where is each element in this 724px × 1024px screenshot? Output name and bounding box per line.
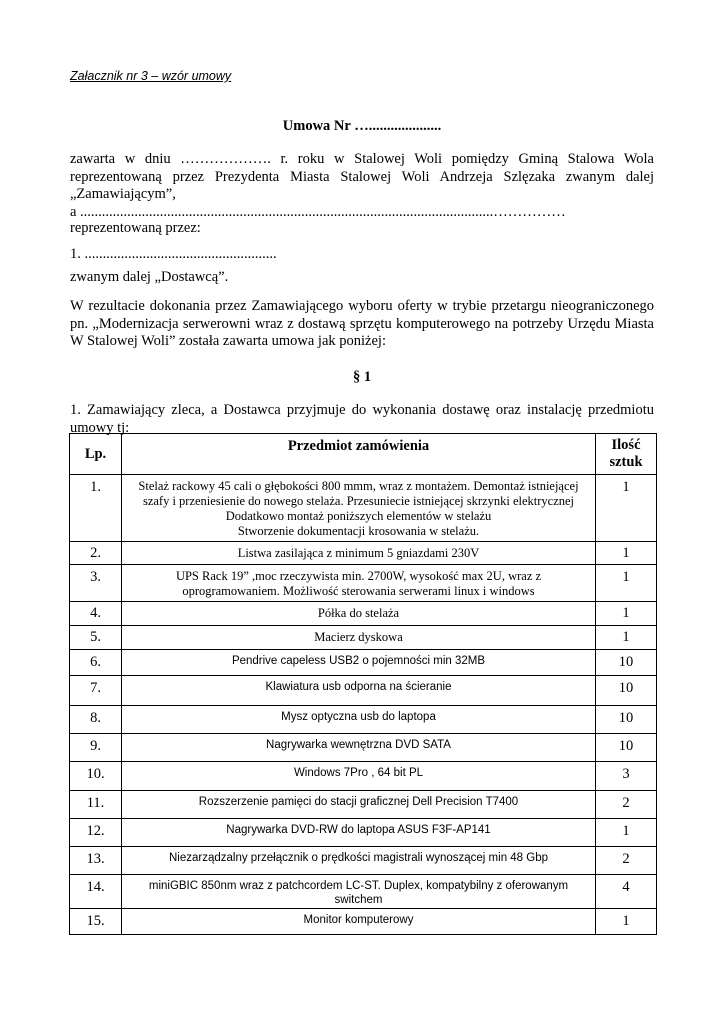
row-lp: 4. [70,602,122,626]
table-row [70,734,657,762]
row-qty: 1 [596,542,657,565]
row-qty: 1 [596,602,657,626]
row-lp: 13. [70,847,122,875]
section-heading: § 1 [352,369,372,385]
row-qty: 4 [596,875,657,909]
row-item: Mysz optyczna usb do laptopa [122,706,596,734]
row-item: Windows 7Pro , 64 bit PL [122,762,596,791]
table-row [70,676,657,706]
row-qty: 10 [596,676,657,706]
table-row [70,819,657,847]
row-item: Rozszerzenie pamięci do stacji graficznej Dell Precision T7400 [122,791,596,819]
table-row [70,875,657,909]
header-item: Przedmiot zamówienia [122,434,596,475]
order-items-table [69,433,657,935]
row-qty: 3 [596,762,657,791]
row-lp: 14. [70,875,122,909]
row-item: Półka do stelaża [122,602,596,626]
row-item: Listwa zasilająca z minimum 5 gniazdami 230V [122,542,596,565]
row-qty: 10 [596,706,657,734]
row-lp: 10. [70,762,122,791]
row-qty: 10 [596,734,657,762]
row-lp: 7. [70,676,122,706]
party-a-line: a ..................................................................................................................…………… [70,204,566,220]
row-item: Nagrywarka wewnętrzna DVD SATA [122,734,596,762]
row-qty: 1 [596,565,657,602]
row-qty: 2 [596,847,657,875]
row-lp: 9. [70,734,122,762]
table-row [70,847,657,875]
row-qty: 1 [596,819,657,847]
row-item: Stelaż rackowy 45 cali o głębokości 800 mmm, wraz z montażem. Demontaż istniejącej szafy i przeniesienie do nowego stelaża. Przesuniecie istniejącej skrzynki elektrycznej Dodatkowo montaż poniższych elementów w stelażu Stworzenie dokumentacji krosowania w stelażu. [122,475,596,542]
row-qty: 10 [596,650,657,676]
row-lp: 15. [70,909,122,935]
representative-line: 1. ..................................................... [70,246,277,262]
intro-paragraph: zawarta w dniu ………………. r. roku w Stalowej Woli pomiędzy Gminą Stalowa Wola reprezentowaną przez Prezydenta Miasta Stalowej Woli Andrzeja Szlęzaka zwanym dalej „Zamawiającym”, [70,151,654,202]
table-row [70,542,657,565]
header-lp: Lp. [70,434,122,475]
clause-1: 1. Zamawiający zleca, a Dostawca przyjmuje do wykonania dostawę oraz instalację przedmiotu umowy tj: [70,402,654,436]
row-qty: 1 [596,909,657,935]
table-row [70,565,657,602]
table-row [70,909,657,935]
row-item: miniGBIC 850nm wraz z patchcordem LC-ST. Duplex, kompatybilny z oferowanym switchem [122,875,596,909]
represented-by-label: reprezentowaną przez: [70,220,201,236]
table-row [70,602,657,626]
row-lp: 11. [70,791,122,819]
row-lp: 5. [70,626,122,650]
row-lp: 12. [70,819,122,847]
row-item: UPS Rack 19” ,moc rzeczywista min. 2700W, wysokość max 2U, wraz z oprogramowaniem. Możliwość sterowania serwerami linux i windows [122,565,596,602]
row-qty: 1 [596,475,657,542]
row-item: Niezarządzalny przełącznik o prędkości magistrali wynoszącej min 48 Gbp [122,847,596,875]
row-lp: 6. [70,650,122,676]
row-item: Nagrywarka DVD-RW do laptopa ASUS F3F-AP141 [122,819,596,847]
row-item: Macierz dyskowa [122,626,596,650]
table-row [70,626,657,650]
row-qty: 2 [596,791,657,819]
table-row [70,791,657,819]
table-row [70,650,657,676]
result-paragraph: W rezultacie dokonania przez Zamawiającego wyboru oferty w trybie przetargu nieograniczonego pn. „Modernizacja serwerowni wraz z dostawą sprzętu komputerowego na potrzeby Urzędu Miasta W Stalowej Woli” została zawarta umowa jak poniżej: [70,298,654,349]
table-row [70,706,657,734]
row-qty: 1 [596,626,657,650]
row-item: Klawiatura usb odporna na ścieranie [122,676,596,706]
table-row [70,762,657,791]
row-item: Pendrive capeless USB2 o pojemności min 32MB [122,650,596,676]
table-row [70,475,657,542]
annex-header: Załacznik nr 3 – wzór umowy [70,69,232,83]
supplier-definition: zwanym dalej „Dostawcą”. [70,269,229,285]
row-lp: 2. [70,542,122,565]
row-lp: 3. [70,565,122,602]
row-lp: 8. [70,706,122,734]
header-qty: Ilość sztuk [596,434,657,475]
row-item: Monitor komputerowy [122,909,596,935]
row-lp: 1. [70,475,122,542]
contract-title: Umowa Nr ….................... [282,118,442,134]
